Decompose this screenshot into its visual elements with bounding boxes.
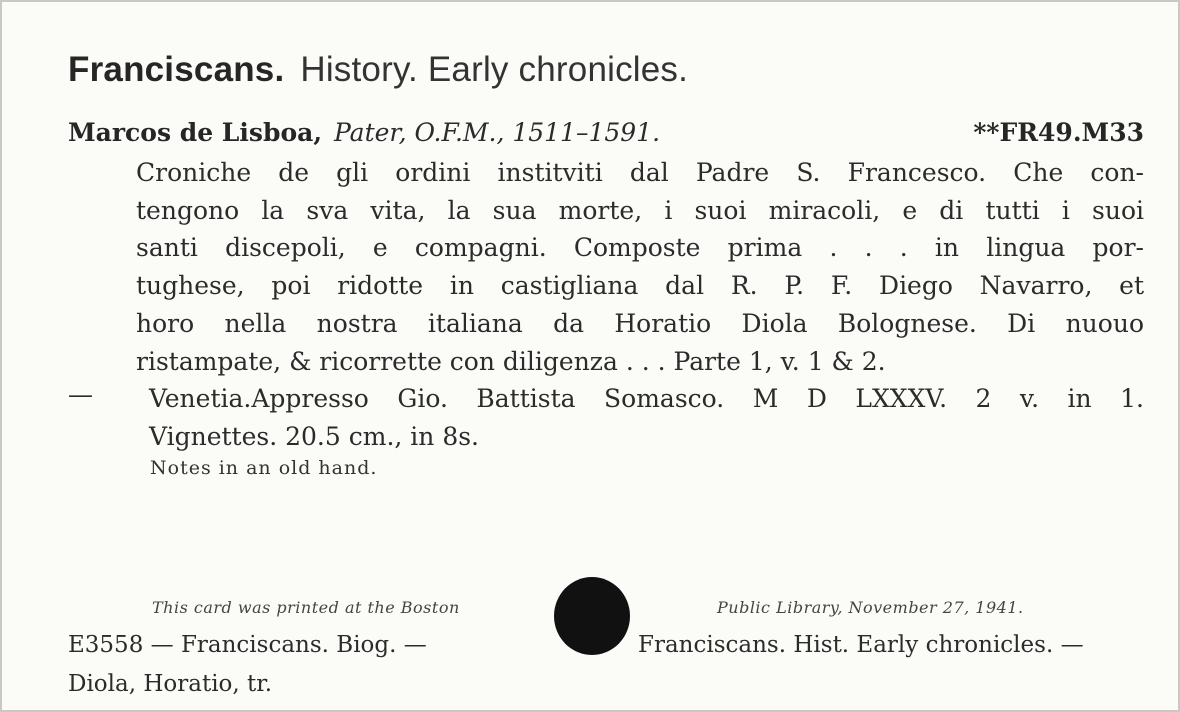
title-block bbox=[136, 154, 1144, 380]
title-line: santi discepoli, e compagni. Composte prima . . . in lingua por- bbox=[136, 233, 1144, 263]
title-line: tengono la sva vita, la sua morte, i suoi miracoli, e di tutti i suoi bbox=[136, 195, 1144, 225]
imprint-line: Vignettes. 20.5 cm., in 8s. bbox=[149, 422, 480, 451]
author-line bbox=[68, 118, 1144, 147]
subject-heading bbox=[68, 50, 688, 90]
punch-hole bbox=[554, 577, 630, 655]
tracing-line: E3558 — Franciscans. Biog. — bbox=[68, 632, 427, 658]
imprint-block bbox=[149, 380, 1144, 456]
author-role-dates: Pater, O.F.M., 1511–1591. bbox=[333, 118, 661, 147]
tracing-line: Diola, Horatio, tr. bbox=[68, 671, 273, 697]
subject-heading-main: Franciscans. bbox=[68, 50, 285, 89]
tracing-line: Franciscans. Hist. Early chronicles. — bbox=[638, 632, 1084, 658]
printed-note-left: This card was printed at the Boston bbox=[152, 598, 460, 617]
author-name: Marcos de Lisboa, bbox=[68, 118, 323, 147]
subject-heading-subdivision: History. Early chronicles. bbox=[300, 50, 689, 89]
title-line: ristampate, & ricorrette con diligenza . . . Parte 1, v. 1 & 2. bbox=[136, 346, 886, 376]
call-number: **FR49.M33 bbox=[973, 118, 1144, 147]
printed-note-right: Public Library, November 27, 1941. bbox=[717, 598, 1024, 617]
imprint-line: Venetia.Appresso Gio. Battista Somasco. M D LXXXV. 2 v. in 1. bbox=[149, 384, 1144, 413]
notes: Notes in an old hand. bbox=[150, 457, 378, 479]
title-line: Croniche de gli ordini institviti dal Padre S. Francesco. Che con- bbox=[136, 158, 1144, 187]
title-line: horo nella nostra italiana da Horatio Diola Bolognese. Di nuouo bbox=[136, 308, 1144, 338]
title-line: tughese, poi ridotte in castigliana dal R. P. F. Diego Navarro, et bbox=[136, 271, 1144, 301]
imprint-dash: — bbox=[68, 380, 93, 409]
